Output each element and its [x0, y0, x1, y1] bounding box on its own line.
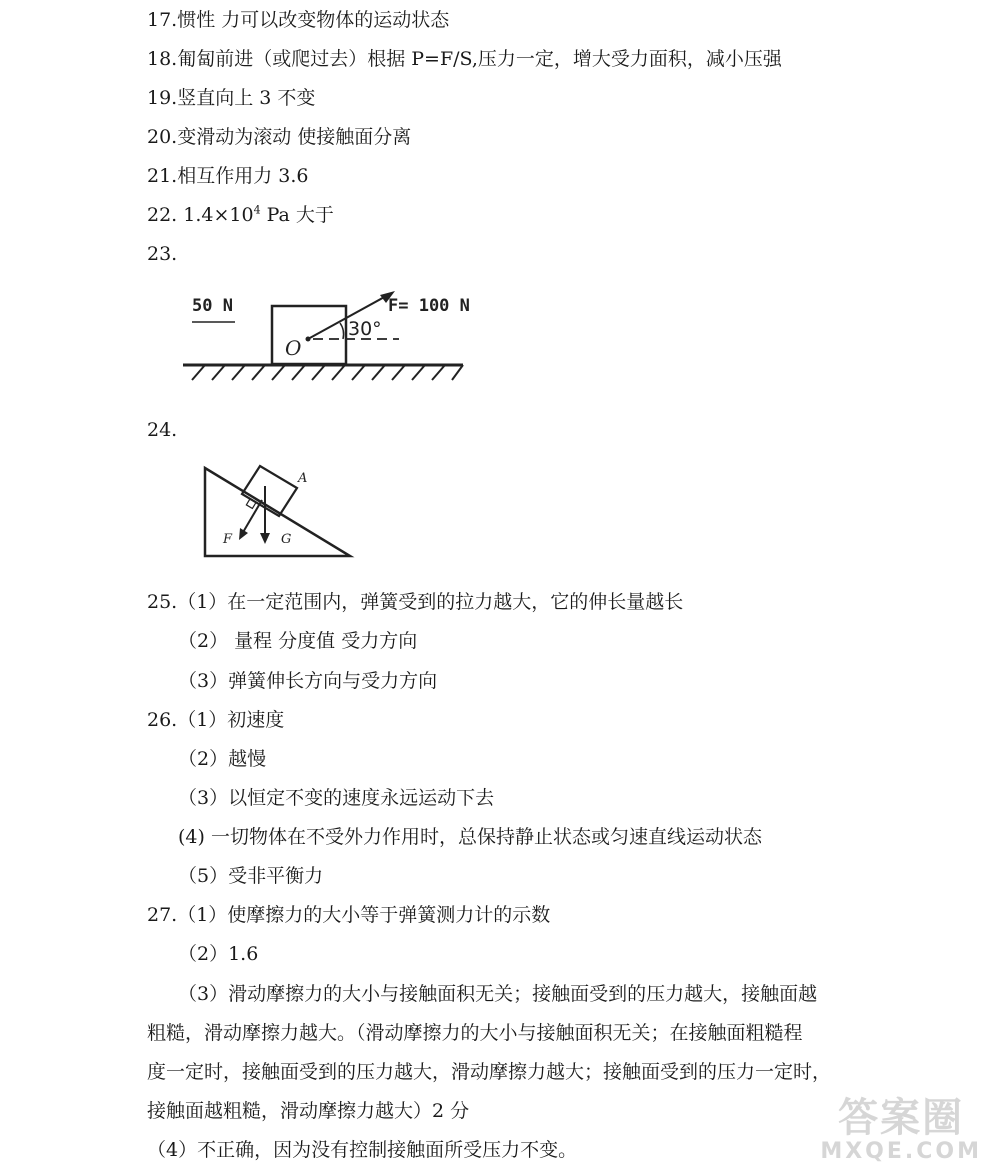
answer-17: 17.惯性 力可以改变物体的运动状态 [147, 9, 450, 31]
figure-23-force-diagram [175, 285, 485, 385]
answer-26-5: （5）受非平衡力 [178, 865, 324, 887]
answer-26-1: 26.（1）初速度 [147, 709, 285, 731]
answer-20: 20.变滑动为滚动 使接触面分离 [147, 126, 412, 148]
answer-24: 24. [147, 419, 178, 441]
gravity-head [260, 533, 270, 544]
watermark-cn: 答案圈 [838, 1095, 965, 1141]
answer-18: 18.匍匐前进（或爬过去）根据 P=F/S,压力一定，增大受力面积，减小压强 [147, 48, 782, 70]
angle-arc [340, 323, 344, 339]
answer-27-3-line1: （3）滑动摩擦力的大小与接触面积无关；接触面受到的压力越大，接触面越 [178, 983, 818, 1005]
answer-25-1: 25.（1）在一定范围内，弹簧受到的拉力越大，它的伸长量越长 [147, 591, 684, 613]
answer-19: 19.竖直向上 3 不变 [147, 87, 316, 109]
label-g: G [281, 532, 292, 547]
answer-22-value: 22. 1.4×10 [147, 204, 254, 226]
origin-label: O [285, 336, 302, 360]
watermark [820, 1096, 982, 1164]
answer-26-3: （3）以恒定不变的速度永远运动下去 [178, 787, 495, 809]
answer-27-1: 27.（1）使摩擦力的大小等于弹簧测力计的示数 [147, 904, 551, 926]
answer-22 [147, 203, 334, 227]
figure-24-incline-diagram [195, 456, 360, 564]
answer-27-3-line4: 接触面越粗糙，滑动摩擦力越大）2 分 [147, 1100, 470, 1122]
answer-21: 21.相互作用力 3.6 [147, 165, 309, 187]
ground-hatching [192, 365, 463, 380]
answer-26-4: (4) 一切物体在不受外力作用时，总保持静止状态或匀速直线运动状态 [178, 826, 762, 848]
answer-27-4: （4）不正确，因为没有控制接触面所受压力不变。 [147, 1139, 578, 1161]
force-label: F= 100 N [388, 296, 470, 316]
answer-25-2: （2） 量程 分度值 受力方向 [178, 630, 418, 652]
answer-23: 23. [147, 243, 178, 265]
answer-22-exponent: 4 [253, 203, 261, 217]
answer-27-2: （2）1.6 [178, 943, 259, 965]
answer-26-2: （2）越慢 [178, 748, 267, 770]
label-a: A [298, 471, 308, 486]
watermark-en: MXQE.COM [820, 1139, 982, 1164]
answer-25-3: （3）弹簧伸长方向与受力方向 [178, 670, 438, 692]
angle-label: 30° [348, 318, 382, 340]
block [272, 306, 346, 364]
answer-27-3-line2: 粗糙，滑动摩擦力越大。（滑动摩擦力的大小与接触面积无关；在接触面粗糙程 [147, 1022, 803, 1044]
force-f-shaft [242, 500, 262, 534]
scale-label: 50 N [192, 296, 233, 316]
answer-27-3-line3: 度一定时，接触面受到的压力越大，滑动摩擦力越大；接触面受到的压力一定时， [147, 1061, 832, 1083]
answer-22-unit: Pa 大于 [260, 204, 334, 226]
label-f: F [223, 532, 233, 547]
